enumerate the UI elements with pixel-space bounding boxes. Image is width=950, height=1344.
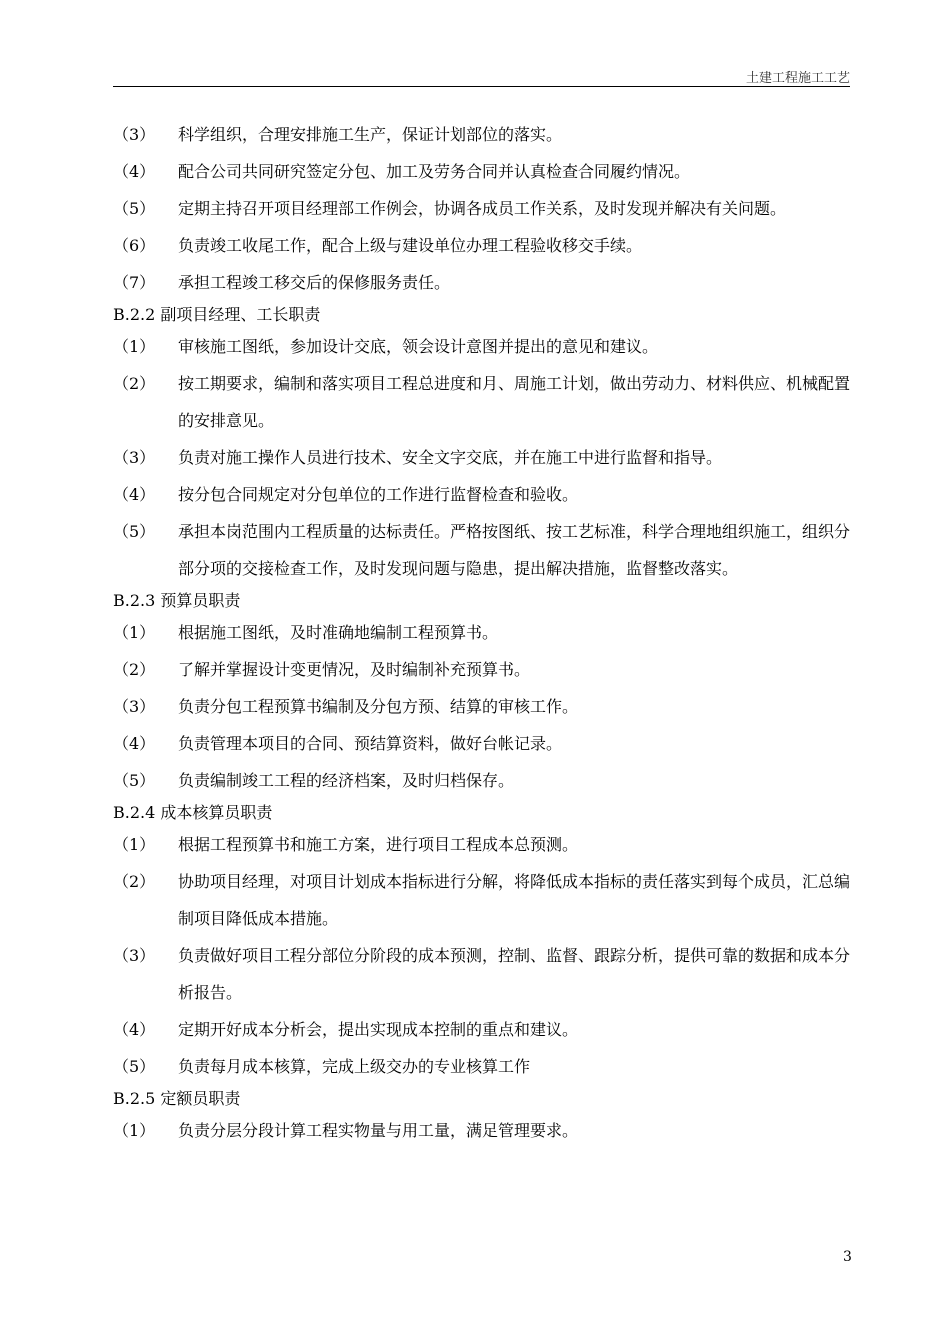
- list-item: [113, 762, 850, 799]
- list-item-text: 了解并掌握设计变更情况，及时编制补充预算书。: [178, 660, 531, 679]
- list-item: [113, 863, 850, 937]
- list-item: [113, 725, 850, 762]
- list-item: [113, 513, 850, 587]
- list-item-text: 承担工程竣工移交后的保修服务责任。: [178, 273, 451, 292]
- list-item-text: 按工期要求，编制和落实项目工程总进度和月、周施工计划，做出劳动力、材料供应、机械配置的安排意见。: [178, 374, 851, 430]
- list-item: [113, 937, 850, 1011]
- list-item: [113, 688, 850, 725]
- list-item-number: （4）: [113, 1020, 156, 1039]
- list-item: [113, 826, 850, 863]
- list-item-number: （3）: [113, 697, 156, 716]
- list-item-number: （1）: [113, 835, 156, 854]
- list-item: [113, 153, 850, 190]
- list-item-number: （2）: [113, 872, 156, 891]
- list-item-number: （3）: [113, 946, 156, 965]
- list-item: [113, 1011, 850, 1048]
- list-item: [113, 651, 850, 688]
- list-item-text: 科学组织，合理安排施工生产，保证计划部位的落实。: [178, 125, 563, 144]
- list-item-text: 负责对施工操作人员进行技术、安全文字交底，并在施工中进行监督和指导。: [178, 448, 723, 467]
- list-item-number: （4）: [113, 734, 156, 753]
- list-item-text: 协助项目经理，对项目计划成本指标进行分解，将降低成本指标的责任落实到每个成员，汇总编制项目降低成本措施。: [178, 872, 851, 928]
- list-item: [113, 190, 850, 227]
- list-item-text: 定期开好成本分析会，提出实现成本控制的重点和建议。: [178, 1020, 579, 1039]
- list-item-text: 负责每月成本核算，完成上级交办的专业核算工作: [178, 1057, 531, 1076]
- list-item-number: （1）: [113, 337, 156, 356]
- section-heading: B.2.4 成本核算员职责: [113, 803, 273, 822]
- list-item: [113, 328, 850, 365]
- list-item-number: （2）: [113, 374, 156, 393]
- list-item-number: （5）: [113, 1057, 156, 1076]
- list-item-text: 根据工程预算书和施工方案，进行项目工程成本总预测。: [178, 835, 579, 854]
- list-item-text: 审核施工图纸，参加设计交底，领会设计意图并提出的意见和建议。: [178, 337, 659, 356]
- list-item-text: 配合公司共同研究签定分包、加工及劳务合同并认真检查合同履约情况。: [178, 162, 691, 181]
- section-heading: B.2.5 定额员职责: [113, 1089, 241, 1108]
- list-item: [113, 476, 850, 513]
- list-item: [113, 1112, 850, 1149]
- list-item-text: 负责分包工程预算书编制及分包方预、结算的审核工作。: [178, 697, 579, 716]
- list-item-text: 负责编制竣工工程的经济档案，及时归档保存。: [178, 771, 515, 790]
- list-item-number: （4）: [113, 162, 156, 181]
- list-item-text: 负责竣工收尾工作，配合上级与建设单位办理工程验收移交手续。: [178, 236, 643, 255]
- list-item-text: 负责管理本项目的合同、预结算资料，做好台帐记录。: [178, 734, 563, 753]
- header-divider: [113, 86, 850, 87]
- header-title: 土建工程施工工艺: [745, 71, 850, 86]
- list-item: [113, 1048, 850, 1085]
- list-item-number: （3）: [113, 448, 156, 467]
- list-item-number: （7）: [113, 273, 156, 292]
- list-item-number: （5）: [113, 199, 156, 218]
- list-item-text: 负责分层分段计算工程实物量与用工量，满足管理要求。: [178, 1121, 579, 1140]
- list-item-number: （1）: [113, 623, 156, 642]
- section-heading: B.2.2 副项目经理、工长职责: [113, 305, 321, 324]
- list-item-number: （2）: [113, 660, 156, 679]
- list-item-number: （5）: [113, 522, 156, 541]
- list-item-text: 根据施工图纸，及时准确地编制工程预算书。: [178, 623, 499, 642]
- page-number: 3: [843, 1249, 852, 1265]
- list-item-text: 按分包合同规定对分包单位的工作进行监督检查和验收。: [178, 485, 579, 504]
- document-body: [113, 116, 850, 1149]
- list-item-number: （1）: [113, 1121, 156, 1140]
- section-heading: B.2.3 预算员职责: [113, 591, 241, 610]
- list-item-text: 承担本岗范围内工程质量的达标责任。严格按图纸、按工艺标准，科学合理地组织施工，组织分部分项的交接检查工作，及时发现问题与隐患，提出解决措施，监督整改落实。: [178, 522, 851, 578]
- list-item: [113, 365, 850, 439]
- list-item: [113, 264, 850, 301]
- list-item-number: （6）: [113, 236, 156, 255]
- list-item-number: （4）: [113, 485, 156, 504]
- list-item: [113, 614, 850, 651]
- list-item-text: 定期主持召开项目经理部工作例会，协调各成员工作关系，及时发现并解决有关问题。: [178, 199, 787, 218]
- list-item-number: （3）: [113, 125, 156, 144]
- list-item-number: （5）: [113, 771, 156, 790]
- list-item: [113, 227, 850, 264]
- list-item-text: 负责做好项目工程分部位分阶段的成本预测，控制、监督、跟踪分析，提供可靠的数据和成本分析报告。: [178, 946, 851, 1002]
- list-item: [113, 439, 850, 476]
- list-item: [113, 116, 850, 153]
